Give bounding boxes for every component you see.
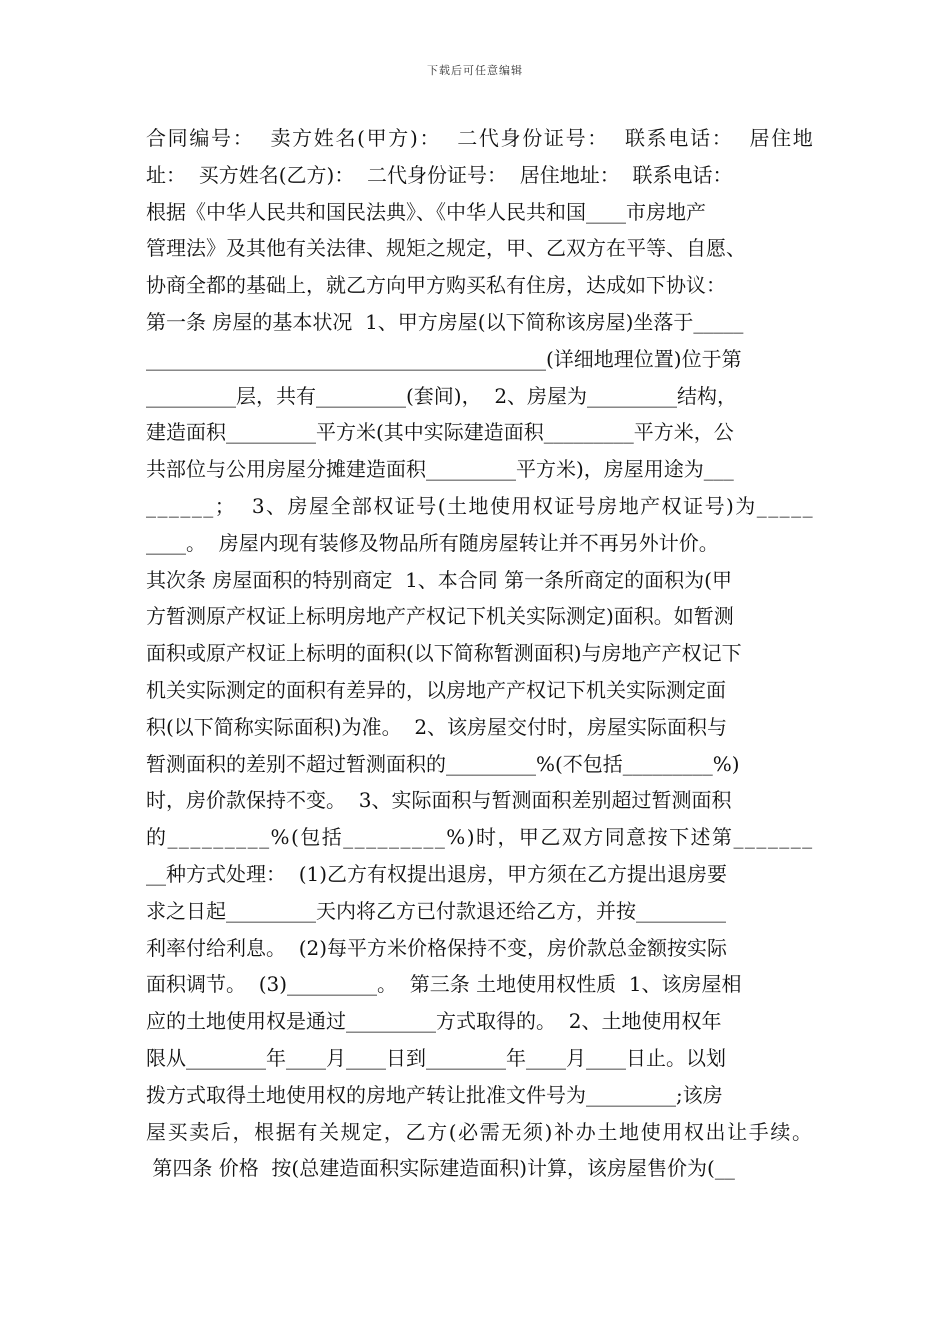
text-line: 方暂测原产权证上标明房地产产权记下机关实际测定)面积。如暂测 (146, 604, 734, 629)
text-line: _________层，共有_________(套间)， 2、房屋为_________结构， (146, 383, 738, 408)
text-line: 限从________年____月____日到________年____月____日止。以划 (146, 1045, 726, 1070)
text-line: 建造面积_________平方米(其中实际建造面积_________平方米，公 (146, 420, 734, 445)
text-line: 其次条 房屋面积的特别商定 1、本合同 第一条所商定的面积为(甲 (146, 567, 732, 592)
text-line: 拨方式取得土地使用权的房地产转让批准文件号为_________;该房 (146, 1082, 723, 1107)
text-line: 利率付给利息。 (2)每平方米价格保持不变，房价款总金额按实际 (146, 935, 728, 960)
text-line: 合同编号： 卖方姓名(甲方)： 二代身份证号： 联系电话： 居住地 (146, 126, 815, 150)
text-line: 第四条 价格 按(总建造面积实际建造面积)计算，该房屋售价为(__ (146, 1156, 735, 1181)
text-line: 协商全都的基础上，就乙方向甲方购买私有住房，达成如下协议： (146, 273, 726, 298)
text-line: 机关实际测定的面积有差异的，以房地产产权记下机关实际测定面 (146, 677, 726, 702)
text-line: ____。 房屋内现有装修及物品所有随房屋转让并不再另外计价。 (146, 530, 719, 555)
page-header: 下载后可任意编辑 (427, 64, 523, 77)
text-line: 共部位与公用房屋分摊建造面积_________平方米)，房屋用途为___ (146, 457, 734, 482)
text-line: 屋买卖后，根据有关规定，乙方(必需无须)补办土地使用权出让手续。 (146, 1119, 814, 1144)
text-line: 面积或原产权证上标明的面积(以下简称暂测面积)与房地产产权记下 (146, 641, 742, 666)
text-line: 时，房价款保持不变。 3、实际面积与暂测面积差别超过暂测面积 (146, 788, 732, 813)
text-line: __种方式处理： (1)乙方有权提出退房，甲方须在乙方提出退房要 (146, 861, 728, 886)
text-line: 应的土地使用权是通过_________方式取得的。 2、土地使用权年 (146, 1009, 722, 1034)
contract-body (146, 120, 814, 1187)
text-line: 第一条 房屋的基本状况 1、甲方房屋(以下简称该房屋)坐落于_____ (146, 309, 744, 334)
text-line: ________________________________________(详细地理位置)位于第 (146, 346, 742, 371)
text-line: 积(以下简称实际面积)为准。 2、该房屋交付时，房屋实际面积与 (146, 714, 728, 739)
text-line: 址： 买方姓名(乙方)： 二代身份证号： 居住地址： 联系电话： (146, 162, 733, 187)
text-line: ______； 3、房屋全部权证号(土地使用权证号房地产权证号)为_____ (146, 493, 815, 518)
text-line: 管理法》及其他有关法律、规矩之规定，甲、乙双方在平等、自愿、 (146, 236, 746, 261)
text-line: 暂测面积的差别不超过暂测面积的_________%(不包括_________%) (146, 751, 740, 776)
text-line: 求之日起_________天内将乙方已付款退还给乙方，并按_________ (146, 898, 726, 923)
text-line: 面积调节。 (3)_________。 第三条 土地使用权性质 1、该房屋相 (146, 972, 742, 997)
text-line: 的_________%(包括_________%)时，甲乙双方同意按下述第_______ (146, 825, 814, 850)
text-line: 根据《中华人民共和国民法典》、《中华人民共和国____市房地产 (146, 199, 706, 224)
